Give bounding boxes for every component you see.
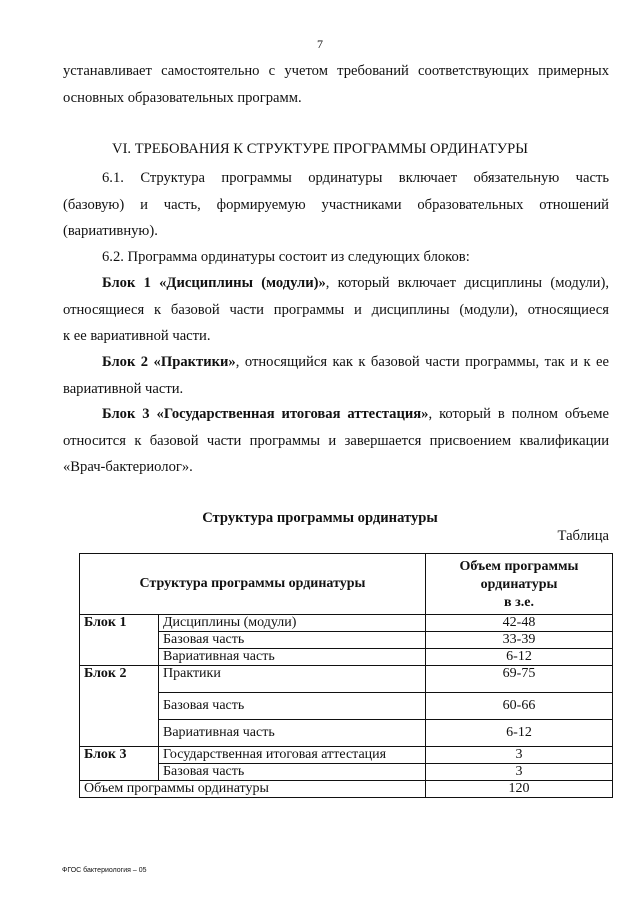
volume-cell: 69-75 [426,666,613,693]
page-number: 7 [317,37,323,51]
table-total-row [80,781,613,798]
block2-bold: Блок 2 «Практики» [102,354,236,370]
part-cell: Дисциплины (модули) [159,615,426,632]
p62-line: 6.2. Программа ординатуры состоит из следующих блоков: [102,249,470,265]
block-name: Блок 3 [80,747,159,781]
block3-bold: Блок 3 «Государственная итоговая аттестация» [102,406,429,422]
block2-paragraph [63,349,609,402]
volume-cell: 6-12 [426,649,613,666]
table-row [80,720,613,747]
header-volume [426,554,613,615]
block-name: Блок 2 [80,666,159,747]
block1-line-3: к ее вариативной части. [63,328,211,344]
header-volume-line-1: Объем программы [459,559,579,574]
section-heading: VI. ТРЕБОВАНИЯ К СТРУКТУРЕ ПРОГРАММЫ ОРДИНАТУРЫ [112,141,528,157]
paragraph-6-2 [63,244,609,271]
part-cell: Базовая часть [159,764,426,781]
block3-line-1 [63,401,609,428]
header-volume-line-3: в з.е. [504,595,534,610]
table-label: Таблица [557,528,609,544]
block2-line-2: вариативной части. [63,380,184,397]
table-header-row [80,554,613,615]
part-cell: Государственная итоговая аттестация [159,747,426,764]
p61-line-3: (вариативную). [63,223,158,239]
total-value: 120 [426,781,613,798]
paragraph-6-1 [63,165,609,245]
block3-rest: , который в полном объеме [428,406,609,422]
table-row [80,747,613,764]
volume-cell: 3 [426,764,613,781]
table-row [80,632,613,649]
table-row [80,764,613,781]
block3-line-3: «Врач-бактериолог». [63,459,193,475]
volume-cell: 42-48 [426,615,613,632]
block1-line-2: относящиеся к базовой части программы и дисциплины (модули), относящиеся [63,301,609,318]
part-cell: Вариативная часть [159,649,426,666]
part-cell: Базовая часть [159,693,426,720]
table-row [80,649,613,666]
volume-cell: 33-39 [426,632,613,649]
header-structure: Структура программы ординатуры [80,554,426,615]
block1-bold: Блок 1 «Дисциплины (модули)» [102,275,326,291]
block1-line-1 [63,270,609,297]
volume-cell: 3 [426,747,613,764]
volume-cell: 60-66 [426,693,613,720]
block2-rest: , относящийся как к базовой части программы, так и к ее [235,354,609,370]
table-title: Структура программы ординатуры [202,510,438,526]
part-cell: Вариативная часть [159,720,426,747]
total-label: Объем программы ординатуры [80,781,426,798]
intro-line-1: устанавливает самостоятельно с учетом требований соответствующих примерных [63,63,609,79]
part-cell: Практики [159,666,426,693]
table-row [80,693,613,720]
footer-note: ФГОС бактериология – 05 [62,867,147,874]
intro-paragraph [63,58,609,111]
program-structure-table [79,553,613,798]
block-name: Блок 1 [80,615,159,666]
header-volume-line-2: ординатуры [480,577,558,592]
block3-paragraph [63,401,609,481]
intro-line-2: основных образовательных программ. [63,89,302,106]
block1-paragraph [63,270,609,350]
block1-rest: , который включает дисциплины (модули), [325,275,609,291]
table-row [80,615,613,632]
block3-line-2: относится к базовой части программы и завершается присвоением квалификации [63,432,609,449]
p61-line-1: 6.1. Структура программы ординатуры включает обязательную часть [102,170,609,186]
part-cell: Базовая часть [159,632,426,649]
volume-cell: 6-12 [426,720,613,747]
table-row [80,666,613,693]
p61-line-2: (базовую) и часть, формируемую участниками образовательных отношений [63,196,609,213]
block2-line-1 [63,349,609,376]
